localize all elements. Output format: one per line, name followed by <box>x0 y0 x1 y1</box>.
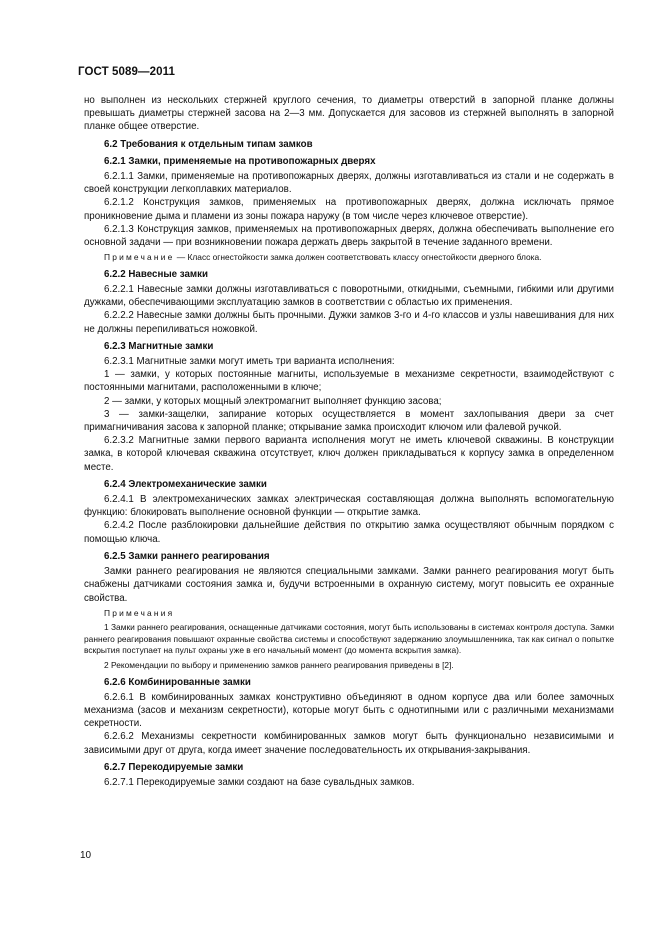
clause-6-2-1-3: 6.2.1.3 Конструкция замков, применяемых на противопожарных дверях, должна обеспечивать выполнение его основной задачи — при возникновении пожара держать дверь закрытой в течение заданного времени. <box>84 223 614 249</box>
clause-6-2-4-2: 6.2.4.2 После разблокировки дальнейшие действия по открытию замка осуществляют обычным порядком с помощью ключа. <box>84 520 614 545</box>
document-header: ГОСТ 5089—2011 <box>78 66 175 78</box>
notes-heading <box>84 608 614 620</box>
list-item-variant-1: 1 — замки, у которых постоянные магниты, используемые в механизме секретности, взаимодействуют с постоянными магнитами, расположенными в ключе; <box>84 369 614 394</box>
clause-6-2-4-1: 6.2.4.1 В электромеханических замках электрическая составляющая должна выполнять вспомогательную функцию: блокировать выполнение основной функции — открытие замка. <box>84 494 614 519</box>
section-heading-6-2-7: 6.2.7 Перекодируемые замки <box>104 761 244 773</box>
list-item-variant-2: 2 — замки, у которых мощный электромагнит выполняет функцию засова; <box>104 395 442 407</box>
paragraph-early-response: Замки раннего реагирования не являются специальными замками. Замки раннего реагирования могут быть снабжены датчиками состояния замка и, будучи встроенными в охранную систему, могут повысить ее охранные свойства. <box>84 566 614 604</box>
note-item-2: 2 Рекомендации по выбору и применению замков раннего реагирования приведены в [2]. <box>104 660 454 671</box>
clause-6-2-7-1: 6.2.7.1 Перекодируемые замки создают на базе сувальдных замков. <box>104 777 415 789</box>
clause-6-2-3-1: 6.2.3.1 Магнитные замки могут иметь три варианта исполнения: <box>104 356 395 368</box>
clause-6-2-1-1: 6.2.1.1 Замки, применяемые на противопожарных дверях, должны изготавливаться из стали и не содержать в своей конструкции легкоплавких материалов. <box>84 171 614 196</box>
clause-6-2-2-1: 6.2.2.1 Навесные замки должны изготавливаться с поворотными, откидными, съемными, гибкими или другими дужками, обеспечивающими эксплуатацию замков в соответствии с областью их применения. <box>84 284 614 309</box>
note-item-1: 1 Замки раннего реагирования, оснащенные датчиками состояния, могут быть использованы в системах контроля доступа. Замки раннего реагирования повышают охранные свойства системы и способствуют задержанию злоумышленника, так как сигнал о попытке вскрытия поступает на пульт охраны уже в его начальный момент (до момента вскрытия замка). <box>84 622 614 656</box>
page-number: 10 <box>80 850 92 861</box>
note-dash: — <box>174 252 188 263</box>
section-heading-6-2-4: 6.2.4 Электромеханические замки <box>104 478 267 490</box>
clause-6-2-3-2: 6.2.3.2 Магнитные замки первого варианта исполнения могут не иметь ключевой скважины. В конструкции замка, в которой ключевая скважина отсутствует, ключ должен прикладываться к корпусу замка в определенном месте. <box>84 435 614 473</box>
clause-6-2-1-2: 6.2.1.2 Конструкция замков, применяемых на противопожарных дверях, должна исключать прямое проникновение дыма и пламени из зоны пожара наружу (в том числе через ключевое отверстие). <box>84 197 614 222</box>
note-fire-resistance <box>84 252 614 264</box>
note-label: Примечание <box>104 252 175 263</box>
clause-6-2-2-2: 6.2.2.2 Навесные замки должны быть прочными. Дужки замков 3-го и 4-го классов и узлы навешивания для них не должны перепиливаться ножовкой. <box>84 310 614 335</box>
section-heading-6-2-6: 6.2.6 Комбинированные замки <box>104 676 251 688</box>
notes-label: Примечания <box>104 607 175 618</box>
paragraph-continuation: но выполнен из нескольких стержней круглого сечения, то диаметры отверстий в запорной планке должны превышать диаметры стержней засова на 2—3 мм. Допускается для засовов из стержней выполнять в запорной планке общее отверстие. <box>84 95 614 133</box>
document-body <box>84 94 614 789</box>
section-heading-6-2-3: 6.2.3 Магнитные замки <box>104 340 214 352</box>
list-item-variant-3: 3 — замки-защелки, запирание которых осуществляется в момент захлопывания двери за счет примагничивания засова к запорной планке; открывание замка происходит ключом или фалевой ручкой. <box>84 408 614 434</box>
section-heading-6-2-1: 6.2.1 Замки, применяемые на противопожарных дверях <box>104 155 376 167</box>
section-heading-6-2-5: 6.2.5 Замки раннего реагирования <box>104 550 270 562</box>
section-heading-6-2: 6.2 Требования к отдельным типам замков <box>104 138 313 150</box>
note-text: Класс огнестойкости замка должен соответствовать классу огнестойкости дверного блока. <box>187 252 542 263</box>
clause-6-2-6-2: 6.2.6.2 Механизмы секретности комбинированных замков могут быть функционально независимыми и зависимыми друг от друга, когда имеет значение последовательность их открывания-закрывания. <box>84 731 614 756</box>
clause-6-2-6-1: 6.2.6.1 В комбинированных замках конструктивно объединяют в одном корпусе два или более замочных механизма (засов и механизм секретности), которые могут быть с однотипными или с различными механизмами секретности. <box>84 691 614 730</box>
section-heading-6-2-2: 6.2.2 Навесные замки <box>104 268 209 280</box>
